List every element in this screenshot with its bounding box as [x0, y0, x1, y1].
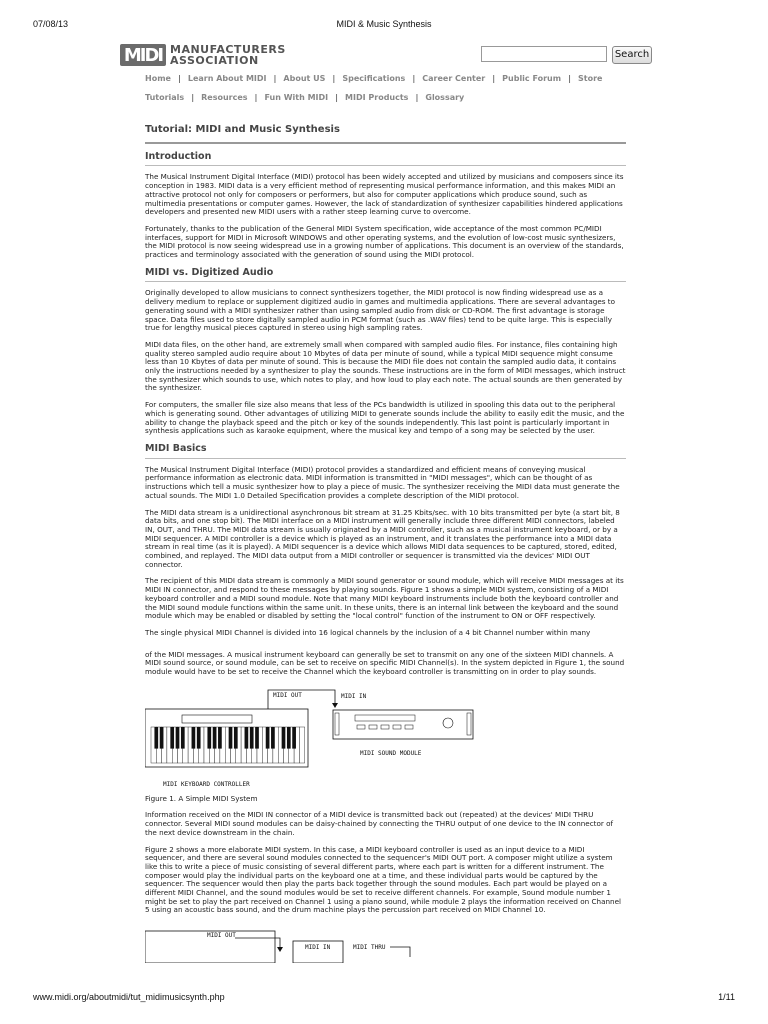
nav-glossary[interactable]: Glossary	[425, 93, 465, 102]
print-footer	[0, 992, 768, 1012]
print-title: MIDI & Music Synthesis	[336, 19, 432, 29]
nav-separator: |	[332, 74, 336, 83]
nav-resources[interactable]: Resources	[201, 93, 248, 102]
nav-public-forum[interactable]: Public Forum	[502, 74, 562, 83]
nav-separator: |	[568, 74, 571, 83]
figure-2-svg	[145, 923, 626, 963]
paragraph: The MIDI data stream is a unidirectional asynchronous bit stream at 31.25 Kbits/sec. with 10 bits transmitted per byte (a start bit, 8 data bits, and one stop bit). The MIDI interface on a MIDI instrument will generally include three different MIDI connectors, labeled IN, OUT, and THRU. The MIDI data stream is usually originated by a MIDI controller, such as a musical instrument keyboard, or by a MIDI sequencer. A MIDI controller is a device which is played as an instrument, and it translates the performance into a MIDI data stream in real time (as it is played). A MIDI sequencer is a device which allows MIDI data sequences to be captured, stored, edited, combined, and replayed. The MIDI data output from a MIDI controller or sequencer is transmitted via the devices' MIDI OUT connector.	[145, 507, 620, 569]
paragraph: Information received on the MIDI IN connector of a MIDI device is transmitted back out (repeated) at the devices' MIDI THRU connector. Several MIDI sound modules can be daisy-chained by connecting the THRU output of one device to the IN connector of the next device downstream in the chain.	[145, 810, 614, 837]
black-key	[218, 727, 222, 749]
search-input[interactable]	[481, 46, 607, 62]
nav-separator: |	[492, 74, 496, 83]
nav-separator: |	[415, 93, 419, 102]
nav-separator: |	[177, 74, 181, 83]
black-key	[255, 727, 259, 749]
black-key	[192, 727, 196, 749]
black-key	[207, 727, 211, 749]
black-key	[170, 727, 174, 749]
paragraph: For computers, the smaller file size also means that less of the PCs bandwidth is utilized in spooling this data out to the peripheral which is generating sound. Other advantages of utilizing MIDI to generate sounds include the ability to easily edit the music, and the ability to change the playback speed and the pitch or key of the sounds independently. This last point is particularly important in synthesis applications such as karaoke equipment, where the musical key and tempo of a song may be selected by the user.	[145, 400, 625, 436]
section-heading-midi-vs-digitized: MIDI vs. Digitized Audio	[145, 269, 626, 283]
print-date: 07/08/13	[33, 19, 69, 29]
paragraph: of the MIDI messages. A musical instrument keyboard can generally be set to transmit on any one of the sixteen MIDI channels. A MIDI sound source, or sound module, can be set to receive on specific MIDI Channel(s). In the system depicted in Figure 1, the sound module would have to be set to receive the Channel which the keyboard controller is transmitting on in order to play sounds.	[145, 649, 625, 677]
nav-separator: |	[254, 93, 258, 102]
figure-2-diagram-partial	[145, 923, 626, 963]
nav-fun-with-midi[interactable]: Fun With MIDI	[264, 93, 329, 102]
paragraph: The recipient of this MIDI data stream is commonly a MIDI sound generator or sound module, which will receive MIDI messages at its MIDI IN connector, and respond to these messages by playing sounds. Figure 1 shows a simple MIDI system, consisting of a MIDI keyboard controller and a MIDI sound module. Note that many MIDI keyboard instruments include both the keyboard controller and the MIDI sound module functions within the same unit. In these units, there is an internal link between the keyboard and the sound module which may be enabled or disabled by setting the "local control" function of the instrument to ON or OFF respectively.	[145, 576, 624, 621]
nav-separator: |	[191, 93, 195, 102]
paragraph: Figure 2 shows a more elaborate MIDI system. In this case, a MIDI keyboard controller is used as an input device to a MIDI sequencer, and there are several sound modules connected to the sequencer's MIDI OUT port. A composer might utilize a system like this to write a piece of music consisting of several different parts, where each part is written for a different instrument. The composer would play the individual parts on the keyboard one at a time, and these individual parts would be captured by the sequencer. The sequencer would then play the parts back together through the sound modules. Each part would be played on a different MIDI Channel, and the sound modules would be set to receive different channels. For example, Sound module number 1 might be set to play the part received on Channel 1 using a piano sound, while module 2 plays the information received on Channel 5 using an acoustic bass sound, and the drum machine plays the percussion part received on MIDI Channel 10.	[145, 844, 622, 915]
nav-midi-products[interactable]: MIDI Products	[345, 93, 409, 102]
keyboard-controller-illustration	[145, 709, 308, 767]
black-key	[282, 727, 286, 749]
black-key	[266, 727, 270, 749]
fig1-midi-out-label: MIDI OUT	[273, 691, 302, 699]
arrow-down-icon	[277, 947, 283, 952]
fig2-midi-in-label: MIDI IN	[305, 944, 331, 952]
print-page-number: 1/11	[718, 992, 735, 1002]
black-key	[229, 727, 233, 749]
nav-separator: |	[412, 74, 416, 83]
black-key	[181, 727, 185, 749]
logo-words	[170, 44, 286, 66]
nav-separator: |	[273, 74, 277, 83]
midi-logo-mark: MIDI	[120, 44, 166, 66]
sound-module-illustration	[333, 710, 473, 739]
print-url: www.midi.org/aboutmidi/tut_midimusicsynth.php	[33, 992, 225, 1002]
arrow-down-icon	[332, 703, 338, 708]
paragraph: The single physical MIDI Channel is divided into 16 logical channels by the inclusion of a 4 bit Channel number within many	[145, 627, 591, 637]
paragraph: Originally developed to allow musicians to connect synthesizers together, the MIDI protocol is now finding widespread use as a delivery medium to replace or supplement digitized audio in games and multimedia applications. There are several advantages to generating sound with a MIDI synthesizer rather than using sampled audio from disk or CD-ROM. The first advantage is storage space. Data files used to store digitally sampled audio in PCM format (such as .WAV files) tend to be quite large. This is especially true for lengthy musical pieces captured in stereo using high sampling rates.	[145, 288, 616, 333]
black-key	[176, 727, 180, 749]
article-title: Tutorial: MIDI and Music Synthesis	[145, 126, 626, 144]
black-key	[160, 727, 164, 749]
nav-specifications[interactable]: Specifications	[342, 74, 406, 83]
black-key	[213, 727, 217, 749]
paragraph: The Musical Instrument Digital Interface (MIDI) protocol has been widely accepted and utilized by musicians and composers since its conception in 1983. MIDI data is a very efficient method of representing musical performance information, and this makes MIDI an attractive protocol not only for composers or performers, but also for computer applications which produce sound, such as multimedia presentations or computer games. However, the lack of standardization of synthesizer capabilities hindered applications developers and presented new MIDI users with a rather steep learning curve to overcome.	[145, 172, 624, 217]
sound-module-label: MIDI SOUND MODULE	[360, 749, 422, 757]
nav-about-us[interactable]: About US	[283, 74, 326, 83]
article-content	[145, 118, 626, 963]
black-key	[245, 727, 249, 749]
black-key	[250, 727, 254, 749]
paragraph: MIDI data files, on the other hand, are extremely small when compared with sampled audio files. For instance, files containing high quality stereo sampled audio require about 10 Mbytes of data per minute of sound, while a typical MIDI sequence might consume less than 10 Kbytes of data per minute of sound. This is because the MIDI file does not contain the sampled audio data, it contains only the instructions needed by a synthesizer to play the sounds. These instructions are in the form of MIDI messages, which instruct the synthesizer which sounds to use, which notes to play, and how loud to play each note. The actual sounds are then generated by the synthesizer.	[145, 339, 626, 393]
nav-career-center[interactable]: Career Center	[422, 74, 486, 83]
white-key	[299, 727, 304, 763]
nav-home[interactable]: Home	[145, 74, 171, 83]
logo-line2: ASSOCIATION	[170, 54, 259, 67]
section-heading-introduction: Introduction	[145, 153, 626, 167]
keyboard-controller-label: MIDI KEYBOARD CONTROLLER	[163, 780, 250, 788]
black-key	[292, 727, 296, 749]
nav-tutorials[interactable]: Tutorials	[145, 93, 185, 102]
figure-1-svg	[145, 685, 626, 795]
black-key	[287, 727, 291, 749]
print-header	[0, 0, 768, 34]
nav-learn-about-midi[interactable]: Learn About MIDI	[187, 74, 267, 83]
paragraph: The Musical Instrument Digital Interface (MIDI) protocol provides a standardized and efficient means of conveying musical performance information as electronic data. MIDI information is transmitted in "MIDI messages", which can be thought of as instructions which tell a music synthesizer how to play a piece of music. The synthesizer receiving the MIDI data must generate the actual sounds. The MIDI 1.0 Detailed Specification provides a complete description of the MIDI protocol.	[145, 464, 620, 500]
figure-1-diagram	[145, 685, 626, 795]
nav-store[interactable]: Store	[578, 74, 603, 83]
paragraph: Fortunately, thanks to the publication of the General MIDI System specification, wide acceptance of the most common PC/MIDI interfaces, support for MIDI in Microsoft WINDOWS and other operating systems, and the evolution of low-cost music synthesizers, the MIDI protocol is now seeing widespread use in a growing number of applications. This document is an overview of the standards, practices and terminology associated with the generation of sound using the MIDI protocol.	[145, 223, 624, 260]
fig2-midi-out-label: MIDI OUT	[207, 932, 236, 940]
black-key	[234, 727, 238, 749]
fig2-midi-thru-label: MIDI THRU	[353, 944, 386, 952]
fig1-midi-in-label: MIDI IN	[341, 692, 367, 700]
nav-separator: |	[335, 93, 339, 102]
mma-logo[interactable]	[120, 44, 290, 68]
nav-row-2	[145, 93, 464, 102]
black-key	[271, 727, 275, 749]
black-key	[154, 727, 158, 749]
section-heading-midi-basics: MIDI Basics	[145, 445, 626, 459]
black-key	[197, 727, 201, 749]
search-button[interactable]: Search	[612, 46, 652, 64]
nav-row-1	[145, 74, 602, 83]
figure-1-caption: Figure 1. A Simple MIDI System	[145, 793, 258, 803]
logo-line1: MANUFACTURERS	[170, 43, 286, 56]
